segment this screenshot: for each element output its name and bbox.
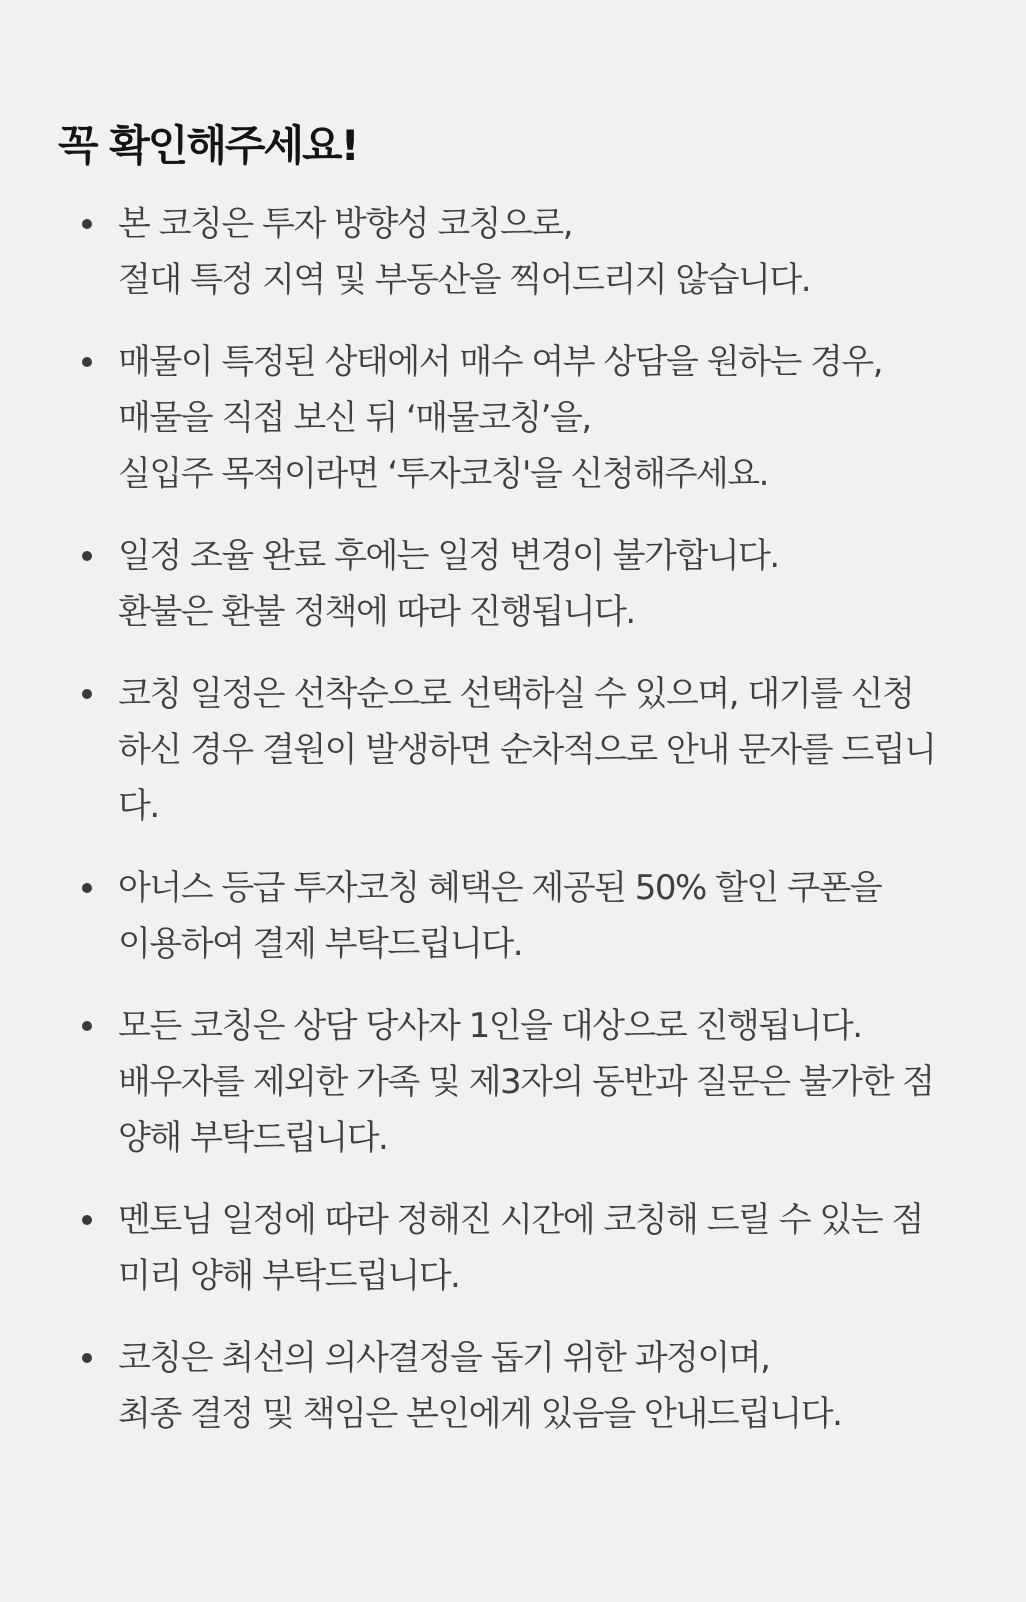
list-item <box>58 998 968 1166</box>
item-text-line: 미리 양해 부탁드립니다. <box>118 1256 460 1296</box>
item-text-line: 최종 결정 및 책임은 본인에게 있음을 안내드립니다. <box>118 1394 842 1434</box>
bullet-icon <box>82 689 92 699</box>
list-item <box>58 666 968 834</box>
list-item <box>58 1192 968 1304</box>
item-text-line: 이용하여 결제 부탁드립니다. <box>118 924 523 964</box>
item-text-line: 코칭은 최선의 의사결정을 돕기 위한 과정이며, <box>118 1338 770 1378</box>
item-text-line: 일정 조율 완료 후에는 일정 변경이 불가합니다. <box>118 536 779 576</box>
item-text-line: 매물을 직접 보신 뒤 ‘매물코칭’을, <box>118 398 591 438</box>
list-item <box>58 860 968 972</box>
bullet-icon <box>82 1021 92 1031</box>
item-text-line: 하신 경우 결원이 발생하면 순차적으로 안내 문자를 드립니 <box>118 730 936 770</box>
item-text-line: 아너스 등급 투자코칭 혜택은 제공된 50% 할인 쿠폰을 <box>118 868 882 908</box>
bullet-icon <box>82 357 92 367</box>
list-item <box>58 334 968 502</box>
list-item <box>58 196 968 308</box>
bullet-icon <box>82 551 92 561</box>
list-item <box>58 1330 968 1442</box>
item-text-line: 실입주 목적이라면 ‘투자코칭'을 신청해주세요. <box>118 454 768 494</box>
notice-title: 꼭 확인해주세요! <box>58 121 358 170</box>
bullet-icon <box>82 1353 92 1363</box>
bullet-icon <box>82 219 92 229</box>
item-text-line: 배우자를 제외한 가족 및 제3자의 동반과 질문은 불가한 점 <box>118 1062 934 1102</box>
item-text-line: 코칭 일정은 선착순으로 선택하실 수 있으며, 대기를 신청 <box>118 674 914 714</box>
bullet-icon <box>82 1215 92 1225</box>
item-text-line: 모든 코칭은 상담 당사자 1인을 대상으로 진행됩니다. <box>118 1006 862 1046</box>
item-text-line: 본 코칭은 투자 방향성 코칭으로, <box>118 204 573 244</box>
item-text-line: 환불은 환불 정책에 따라 진행됩니다. <box>118 592 635 632</box>
item-text-line: 매물이 특정된 상태에서 매수 여부 상담을 원하는 경우, <box>118 342 883 382</box>
item-text-line: 양해 부탁드립니다. <box>118 1118 388 1158</box>
item-text-line: 다. <box>118 786 159 826</box>
notice-list <box>58 196 968 1442</box>
item-text-line: 멘토님 일정에 따라 정해진 시간에 코칭해 드릴 수 있는 점 <box>118 1200 923 1240</box>
item-text-line: 절대 특정 지역 및 부동산을 찍어드리지 않습니다. <box>118 260 811 300</box>
bullet-icon <box>82 883 92 893</box>
list-item <box>58 528 968 640</box>
